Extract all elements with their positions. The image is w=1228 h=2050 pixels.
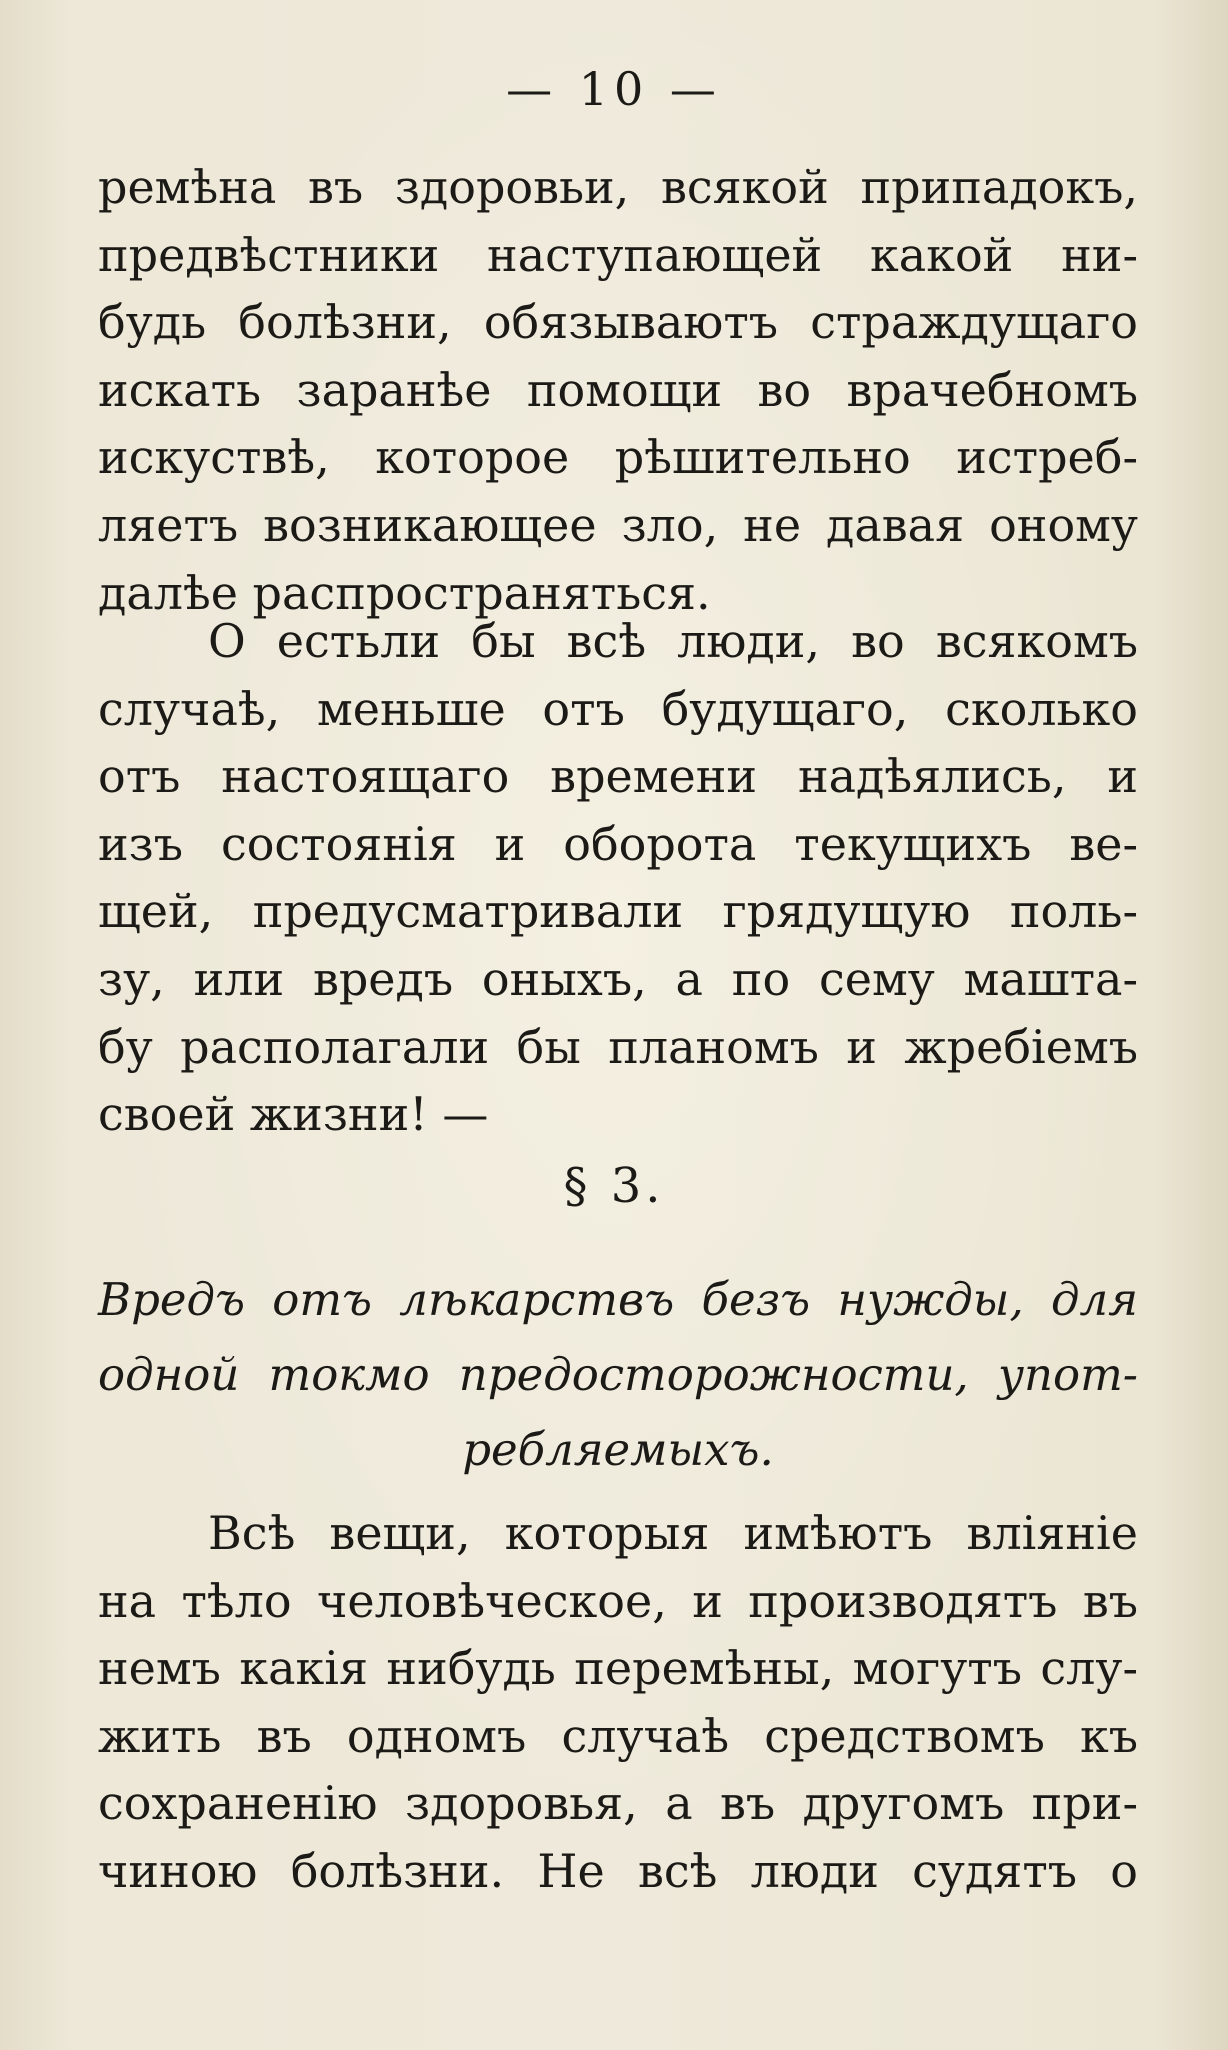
heading-line: ребляемыхъ.	[462, 1423, 774, 1476]
text-line: жить въ одномъ случаѣ средствомъ къ	[98, 1708, 1138, 1763]
page-number-header: — 10 —	[506, 62, 722, 116]
section-number: § 3.	[563, 1158, 665, 1214]
text-line: случаѣ, меньше отъ будущаго, сколько	[98, 681, 1138, 736]
text-line: ремѣна въ здоровьи, всякой припадокъ,	[98, 160, 1138, 214]
text-line: ляетъ возникающее зло, не давая оному	[98, 497, 1138, 552]
heading-line: одной токмо предосторожности, упот-	[98, 1348, 1138, 1401]
text-line: чиною болѣзни. Не всѣ люди судятъ о	[98, 1843, 1138, 1898]
text-line: отъ настоящаго времени надѣялись, и	[98, 749, 1138, 804]
text-line: своей жизни! —	[98, 1087, 489, 1142]
text-line: О естьли бы всѣ люди, во всякомъ	[208, 614, 1138, 668]
text-line: предвѣстники наступающей какой ни-	[98, 227, 1138, 282]
text-line: искать заранѣе помощи во врачебномъ	[98, 362, 1138, 417]
text-line: на тѣло человѣческое, и производятъ въ	[98, 1573, 1138, 1628]
text-line: немъ какія нибудь перемѣны, могутъ слу-	[98, 1641, 1138, 1696]
text-line: далѣе распространяться.	[98, 565, 711, 620]
section-heading	[98, 1262, 1138, 1487]
text-line: Всѣ вещи, которыя имѣютъ вліяніе	[208, 1506, 1138, 1560]
text-line: искуствѣ, которое рѣшительно истреб-	[98, 430, 1138, 485]
heading-line: Вредъ отъ лѣкарствъ безъ нужды, для	[98, 1273, 1138, 1326]
text-line: изъ состоянія и оборота текущихъ ве-	[98, 816, 1138, 871]
paragraph-2	[98, 608, 1138, 1149]
text-line: бу располагали бы планомъ и жребіемъ	[98, 1019, 1138, 1074]
text-line: сохраненію здоровья, а въ другомъ при-	[98, 1776, 1138, 1831]
text-line: зу, или вредъ оныхъ, а по сему машта-	[98, 951, 1138, 1006]
text-line: щей, предусматривали грядущую поль-	[98, 884, 1138, 939]
text-line: будь болѣзни, обязываютъ страждущаго	[98, 295, 1138, 350]
paragraph-3	[98, 1500, 1138, 1906]
paragraph-1	[98, 154, 1138, 627]
